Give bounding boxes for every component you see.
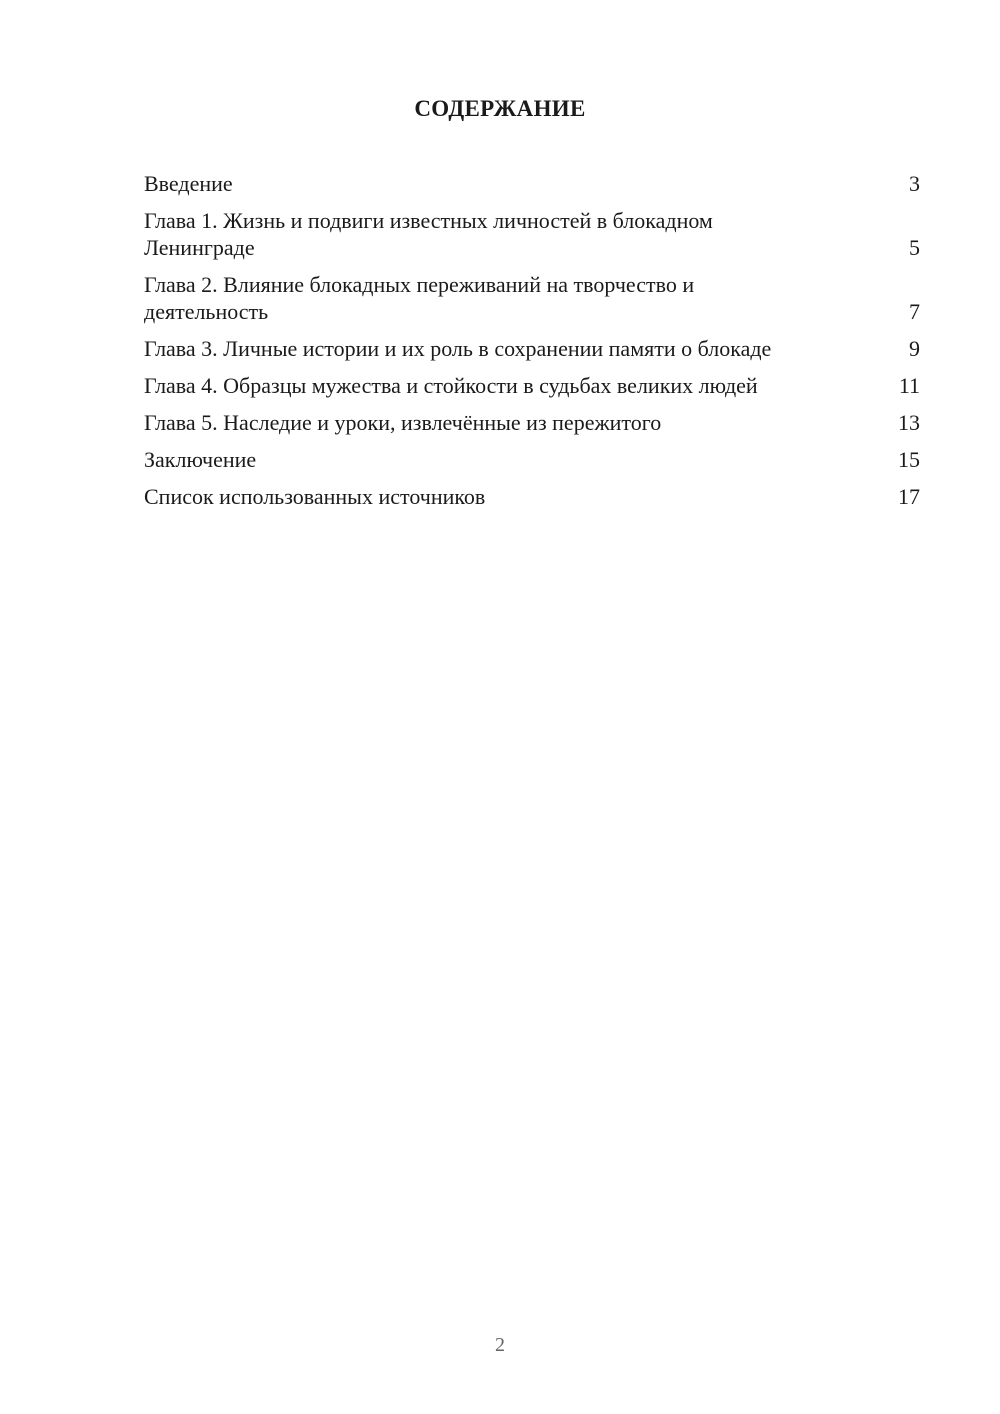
toc-entry-chapter-4 [144, 372, 920, 399]
toc-entry-page: 3 [909, 171, 920, 196]
toc-entry-page: 5 [909, 235, 920, 260]
toc-entry-page: 11 [898, 373, 920, 398]
toc-entry-introduction [144, 170, 920, 197]
toc-entry-page: 7 [909, 299, 920, 324]
toc-entry-references [144, 483, 920, 510]
toc-entry-title: Введение [144, 171, 233, 196]
toc-entry-title: Заключение [144, 447, 257, 472]
toc-entry-title: Глава 3. Личные истории и их роль в сохранении памяти о блокаде [144, 336, 772, 361]
toc-entry-page: 17 [898, 484, 920, 509]
toc-entry-page: 13 [898, 410, 920, 435]
toc-entry-page: 9 [909, 336, 920, 361]
toc-entry-chapter-5 [144, 409, 920, 436]
toc-entry-chapter-1 [144, 207, 920, 261]
toc-entry-title: Глава 2. Влияние блокадных переживаний на творчество и деятельность [144, 272, 695, 324]
toc-entry-chapter-2 [144, 271, 920, 325]
toc-entry-title: Глава 1. Жизнь и подвиги известных личностей в блокадном Ленинграде [144, 208, 713, 260]
toc-entry-page: 15 [898, 447, 920, 472]
toc-title: СОДЕРЖАНИЕ [414, 96, 586, 121]
toc-entry-title: Глава 4. Образцы мужества и стойкости в судьбах великих людей [144, 373, 758, 398]
toc-entry-conclusion [144, 446, 920, 473]
page-number: 2 [495, 1334, 505, 1356]
toc-entry-title: Список использованных источников [144, 484, 486, 509]
toc-entry-title: Глава 5. Наследие и уроки, извлечённые из пережитого [144, 410, 662, 435]
toc-entry-chapter-3 [144, 335, 920, 362]
table-of-contents [144, 170, 920, 520]
